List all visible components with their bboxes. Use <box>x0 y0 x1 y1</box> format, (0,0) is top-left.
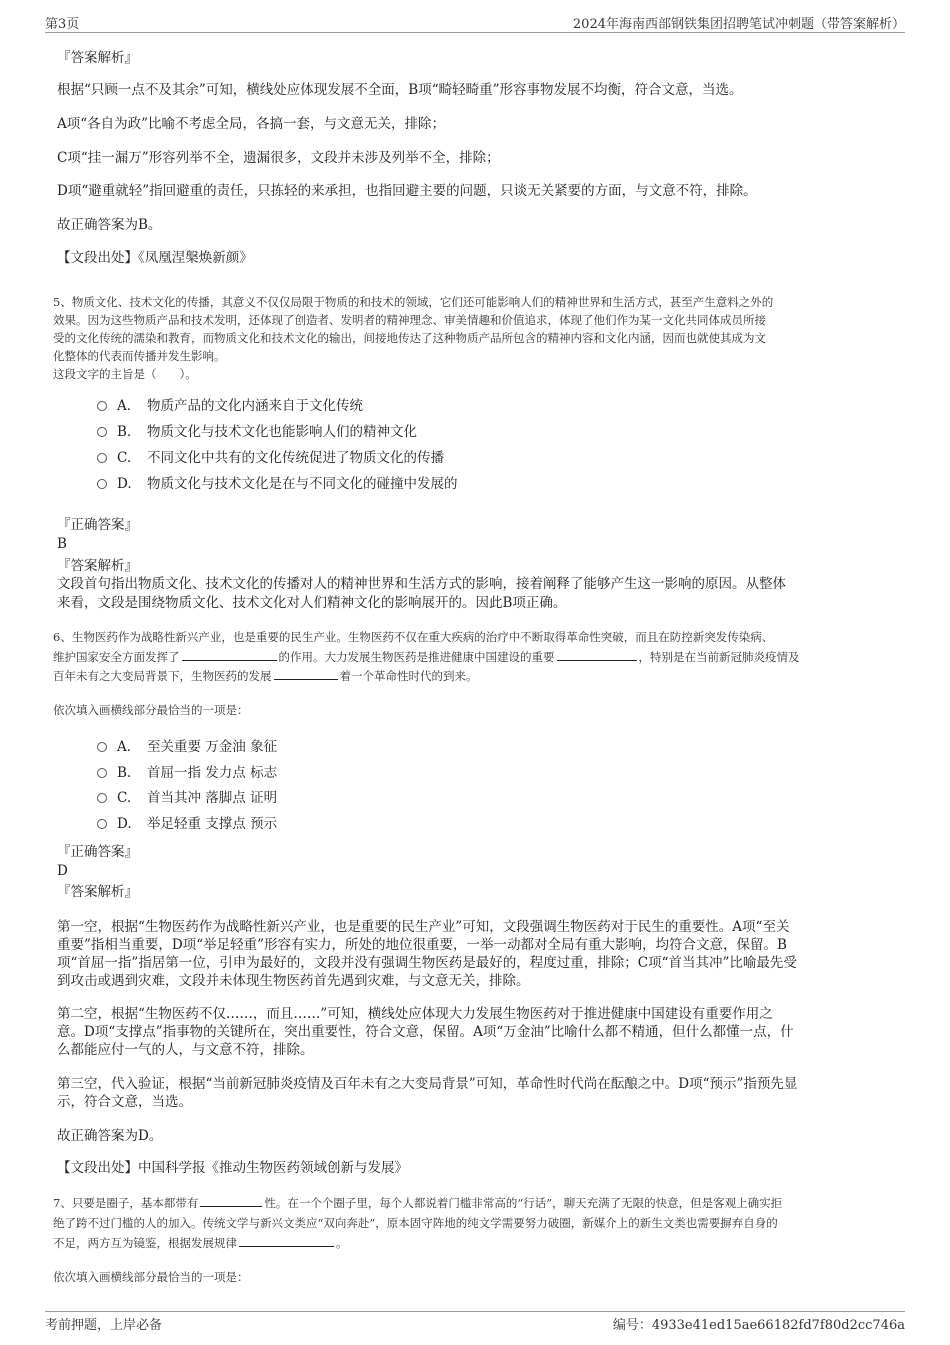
q5-analysis-line2: 来看，文段是围绕物质文化、技术文化对人们精神文化的影响展开的。因此B项正确。 <box>57 595 567 611</box>
q4-conclusion: 故正确答案为B。 <box>57 217 162 233</box>
q5-option-a[interactable]: A． 物质产品的文化内涵来自于文化传统 <box>97 396 363 416</box>
q6-option-a[interactable]: A． 至关重要 万金油 象征 <box>97 737 277 757</box>
footer-serial: 编号：4933e41ed15ae66182fd7f80d2cc746a <box>612 1318 905 1333</box>
q6-option-b[interactable]: B. 首屈一指 发力点 标志 <box>97 763 277 783</box>
q6-stem-line1: 6、生物医药作为战略性新兴产业，也是重要的民生产业。生物医药不仅在重大疾病的治疗中不断取得革命性突破，而且在防控新突发传染病、 <box>53 630 774 644</box>
q4-analysis-p1: 根据“只顾一点不及其余”可知，横线处应体现发展不全面，B项“畸轻畸重”形容事物发展不均衡，符合文意，当选。 <box>57 82 743 98</box>
fill-blank-1[interactable] <box>182 649 277 661</box>
q6-analysis-1-line1: 第一空，根据“生物医药作为战略性新兴产业，也是重要的民生产业”可知，文段强调生物医药对于民生的重要性。A项“至关 <box>57 919 790 935</box>
q5-option-d[interactable]: D. 物质文化与技术文化是在与不同文化的碰撞中发展的 <box>97 474 458 494</box>
page-number: 第3页 <box>45 17 80 32</box>
header-rule <box>45 32 905 33</box>
radio-icon[interactable] <box>97 819 107 829</box>
q6-question: 依次填入画横线部分最恰当的一项是： <box>53 703 249 717</box>
q4-analysis-p3: C项“挂一漏万”形容列举不全，遗漏很多，文段并未涉及列举不全，排除； <box>57 150 500 166</box>
q5-option-b[interactable]: B. 物质文化与技术文化也能影响人们的精神文化 <box>97 422 417 442</box>
q4-analysis-p2: A项“各自为政”比喻不考虑全局，各搞一套，与文意无关，排除； <box>57 116 446 132</box>
footer-rule <box>45 1311 905 1312</box>
radio-icon[interactable] <box>97 401 107 411</box>
q6-option-c[interactable]: C. 首当其冲 落脚点 证明 <box>97 788 277 808</box>
q6-analysis-2-line3: 么都能应付一气的人，与文意不符，排除。 <box>57 1042 314 1058</box>
q5-answer: B <box>57 536 67 552</box>
radio-icon[interactable] <box>97 793 107 803</box>
q6-analysis-3-line2: 示，符合文意，当选。 <box>57 1094 192 1110</box>
q6-answer-label: 『正确答案』 <box>57 844 138 860</box>
q6-analysis-1-line3: 项“首屈一指”指居第一位，引申为最好的，文段并没有强调生物医药是最好的，程度过重，排除；C项“首当其冲”比喻最先受 <box>57 955 797 971</box>
radio-icon[interactable] <box>97 742 107 752</box>
document-title: 2024年海南西部钢铁集团招聘笔试冲刺题（带答案解析） <box>572 17 905 32</box>
radio-icon[interactable] <box>97 453 107 463</box>
q7-stem-line1: 7、只要是圈子，基本都带有 性。在一个个圈子里，每个人都说着门槛非常高的“行话”，聊天充满了无限的快意，但是客观上确实拒 <box>53 1196 783 1210</box>
q6-analysis-label: 『答案解析』 <box>57 884 138 900</box>
radio-icon[interactable] <box>97 768 107 778</box>
q5-analysis-label: 『答案解析』 <box>57 558 138 574</box>
q6-conclusion: 故正确答案为D。 <box>57 1128 163 1144</box>
fill-blank-5[interactable] <box>239 1235 334 1247</box>
q5-analysis-line1: 文段首句指出物质文化、技术文化的传播对人的精神世界和生活方式的影响，接着阐释了能够产生这一影响的原因。从整体 <box>57 576 786 592</box>
q5-stem-line2: 效果。因为这些物质产品和技术发明，还体现了创造者、发明者的精神理念、审美情趣和价值追求，体现了他们作为某一文化共同体成员所接 <box>53 313 766 327</box>
q6-analysis-1-line4: 到攻击或遇到灾难，文段并未体现生物医药首先遇到灾难，与文意无关，排除。 <box>57 973 530 989</box>
fill-blank-2[interactable] <box>557 649 637 661</box>
radio-icon[interactable] <box>97 479 107 489</box>
q4-source: 【文段出处】《凤凰涅槃焕新颜》 <box>57 250 253 266</box>
q6-analysis-2-line1: 第二空，根据“生物医药不仅……，而且……”可知，横线处应体现大力发展生物医药对于推进健康中国建设有重要作用之 <box>57 1006 773 1022</box>
footer-slogan: 考前押题，上岸必备 <box>45 1318 163 1333</box>
q6-answer: D <box>57 863 68 879</box>
q5-answer-label: 『正确答案』 <box>57 517 138 533</box>
q6-stem-line3: 百年未有之大变局背景下，生物医药的发展 着一个革命性时代的到来。 <box>53 669 478 683</box>
q7-stem-line2: 绝了跨不过门槛的人的加入。传统文学与新兴文类应“双向奔赴”，原本固守阵地的纯文学需要努力破圈，新媒介上的新生文类也需要摒弃自身的 <box>53 1216 778 1230</box>
q5-stem-line1: 5、物质文化、技术文化的传播，其意义不仅仅局限于物质的和技术的领域，它们还可能影响人们的精神世界和生活方式，甚至产生意料之外的 <box>53 295 774 309</box>
q6-stem-line2: 维护国家安全方面发挥了 的作用。大力发展生物医药是推进健康中国建设的重要 ，特别是在当前新冠肺炎疫情及 <box>53 650 800 664</box>
q5-stem-line4: 化整体的代表而传播并发生影响。 <box>53 349 226 363</box>
fill-blank-4[interactable] <box>200 1195 262 1207</box>
q5-stem-line3: 受的文化传统的濡染和教育，而物质文化和技术文化的输出，间接地传达了这种物质产品所包含的精神内容和文化内涵，因而也就使其成为文 <box>53 331 766 345</box>
q4-analysis-label: 『答案解析』 <box>57 50 138 66</box>
q5-option-c[interactable]: C. 不同文化中共有的文化传统促进了物质文化的传播 <box>97 448 444 468</box>
q6-source: 【文段出处】中国科学报《推动生物医药领域创新与发展》 <box>57 1160 408 1176</box>
q6-analysis-3-line1: 第三空，代入验证，根据“当前新冠肺炎疫情及百年未有之大变局背景”可知，革命性时代尚在酝酿之中。D项“预示”指预先显 <box>57 1076 798 1092</box>
q6-option-d[interactable]: D. 举足轻重 支撑点 预示 <box>97 814 277 834</box>
q7-question: 依次填入画横线部分最恰当的一项是： <box>53 1270 249 1284</box>
q6-analysis-1-line2: 重要”指相当重要，D项“举足轻重”形容有实力，所处的地位很重要，一举一动都对全局有重大影响，均符合文意，保留。B <box>57 937 787 953</box>
q5-question: 这段文字的主旨是（ ）。 <box>53 367 197 381</box>
q7-stem-line3: 不足，两方互为镜鉴，根据发展规律 。 <box>53 1236 348 1250</box>
radio-icon[interactable] <box>97 427 107 437</box>
q4-analysis-p4: D项“避重就轻”指回避重的责任，只拣轻的来承担，也指回避主要的问题，只谈无关紧要的方面，与文意不符，排除。 <box>57 183 757 199</box>
q6-analysis-2-line2: 意。D项“支撑点”指事物的关键所在，突出重要性，符合文意，保留。A项“万金油”比喻什么都不精通，但什么都懂一点，什 <box>57 1024 794 1040</box>
fill-blank-3[interactable] <box>274 668 338 680</box>
